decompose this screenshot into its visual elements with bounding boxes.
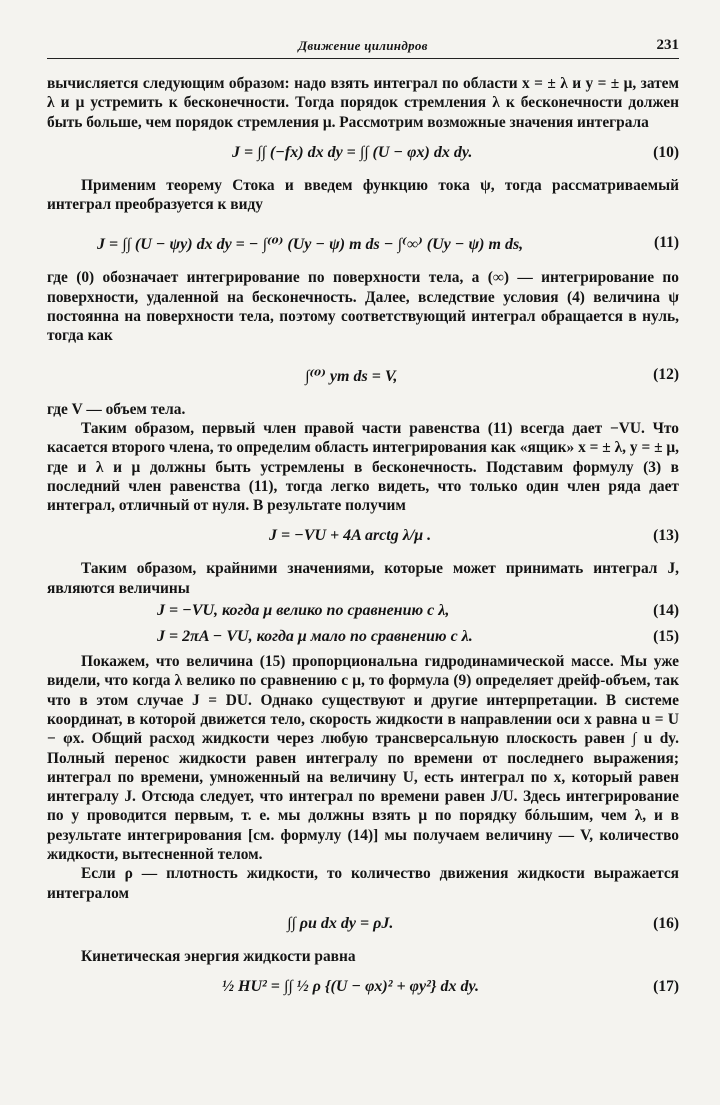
paragraph: Кинетическая энергия жидкости равна <box>81 947 356 965</box>
paragraph: где V — объем тела. <box>47 400 186 418</box>
running-head: Движение цилиндров <box>298 38 428 53</box>
equation-expression: J = ∫∫ (−fx) dx dy = ∫∫ (U − φx) dx dy. <box>232 143 473 161</box>
equation-number: (10) <box>653 143 679 161</box>
paragraph: Применим теорему Стока и введем функцию тока ψ, тогда рассматриваемый интеграл преобразуется к виду <box>47 176 679 214</box>
paragraph: вычисляется следующим образом: надо взять интеграл по области x = ± λ и y = ± μ, затем λ и μ устремить к бесконечности. Тогда порядок стремления λ к бесконечности должен быть больше, чем порядок стремления μ. Рассмотрим возможные значения интеграла <box>47 75 679 131</box>
paragraph: Таким образом, первый член правой части равенства (11) всегда дает −VU. Что касается второго члена, то определим область интегрирования как «ящик» x = ± λ, y = ± μ, где и λ и μ должны быть устремлены в бесконечность. Подставим формулу (3) в последний член равенства (11), тогда легко видеть, что только один член ряда дает интеграл, отличный от нуля. В результате получим <box>47 419 679 515</box>
equation-11 <box>47 220 679 262</box>
page-number: 231 <box>656 37 679 53</box>
equation-16 <box>47 909 679 941</box>
equation-expression: J = ∫∫ (U − ψy) dx dy = − ∫⁽⁰⁾ (Uy − ψ) m ds − ∫⁽∞⁾ (Uy − ψ) m ds, <box>97 236 524 254</box>
equation-17 <box>47 972 679 1004</box>
page-header <box>47 36 679 59</box>
equation-15 <box>47 626 679 650</box>
paragraph: Таким образом, крайними значениями, которые может принимать интеграл J, являются величины <box>47 560 679 597</box>
equation-number: (17) <box>653 978 679 996</box>
equation-number: (14) <box>653 602 679 620</box>
paragraph: Покажем, что величина (15) пропорциональна гидродинамической массе. Мы уже видели, что когда λ велико по сравнению с μ, то формула (9) определяет дрейф-объем, так что в этом случае J = DU. Однако существуют и другие интерпретации. В системе координат, в которой движется тело, скорость жидкости в направлении оси x равна u = U − φx. Общий расход жидкости через любую трансверсальную плоскость равен ∫ u dy. Полный перенос жидкости равен интегралу по времени от последнего выражения; интеграл по времени, умноженный на величину U, есть интеграл по x, который равен интегралу J. Отсюда следует, что интеграл по времени равен J/U. Здесь интегрирование по y проводится первым, т. е. мы должны взять μ по порядку бóльшим, чем λ, и в результате интегрирования [см. формулу (14)] мы получаем величину — V, количество жидкости, вытесненной телом. <box>47 653 679 864</box>
equation-expression: J = −VU + 4A arctg λ/μ . <box>269 527 432 545</box>
equation-12 <box>47 352 679 394</box>
equation-expression: ½ HU² = ∫∫ ½ ρ {(U − φx)² + φy²} dx dy. <box>222 978 480 996</box>
equation-expression: ∫∫ ρu dx dy = ρJ. <box>287 914 394 932</box>
equation-14 <box>47 600 679 624</box>
body-text <box>47 74 679 1010</box>
equation-expression: J = −VU, когда μ велико по сравнению с λ, <box>157 602 450 620</box>
paragraph: где (0) обозначает интегрирование по поверхности тела, а (∞) — интегрирование по поверхности, удаленной на бесконечность. Далее, вследствие условия (4) величина ψ постоянна на поверхности тела, поэтому соответствующий интеграл обращается в нуль, тогда как <box>47 269 679 345</box>
equation-expression: ∫⁽⁰⁾ ym ds = V, <box>305 367 398 385</box>
equation-10 <box>47 138 679 170</box>
paragraph: Если ρ — плотность жидкости, то количество движения жидкости выражается интегралом <box>47 865 679 902</box>
equation-number: (16) <box>653 914 679 932</box>
equation-expression: J = 2πA − VU, когда μ мало по сравнению с λ. <box>157 628 473 646</box>
equation-number: (15) <box>653 628 679 646</box>
equation-number: (11) <box>654 234 679 252</box>
equation-number: (12) <box>653 365 679 383</box>
equation-number: (13) <box>653 527 679 545</box>
equation-13 <box>47 521 679 553</box>
